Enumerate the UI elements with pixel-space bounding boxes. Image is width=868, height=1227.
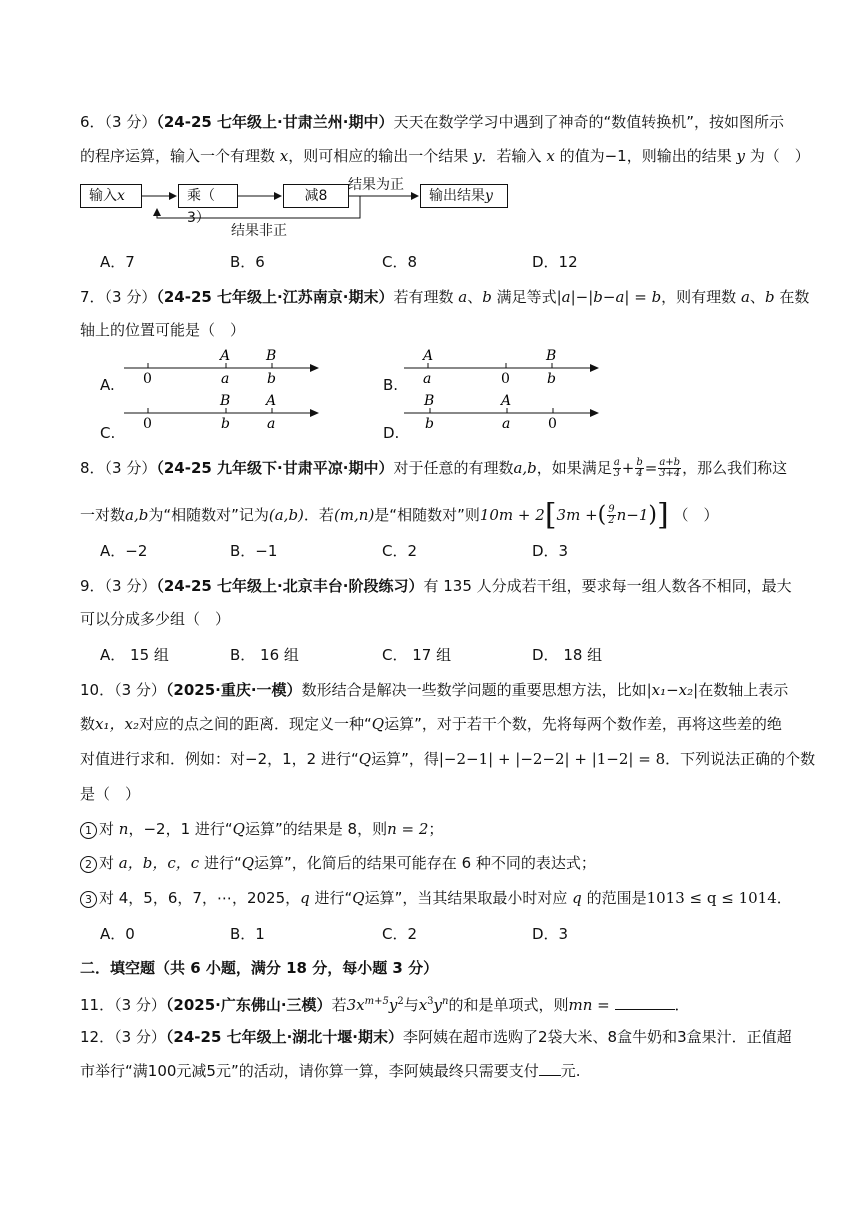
frac-ab-34: $\frac{a+b}{3+4}$ bbox=[659, 457, 681, 479]
nl-a-b: b bbox=[267, 371, 276, 387]
flow-multiply-box: 乘（ 3） bbox=[178, 184, 238, 208]
flow-positive-label: 结果为正 bbox=[348, 177, 404, 193]
nl-c-a: a bbox=[267, 416, 276, 432]
q8-option-a[interactable]: A．−2 bbox=[100, 542, 148, 560]
q9-option-c[interactable]: C． 17 组 bbox=[382, 646, 452, 664]
flow-subtract-box: 减8 bbox=[283, 184, 349, 208]
q6-option-c[interactable]: C．8 bbox=[382, 253, 418, 271]
q10-statement-2: 2 对 a，b，c，c 进行“Q运算”，化简后的结果可能存在 6 种不同的表达式； bbox=[80, 853, 596, 873]
q12-line1: 12．（3 分）（24-25 七年级上·湖北十堰·期末）李阿姨在超市选购了2袋大米、8盒牛奶和3盒果汁．正值超 bbox=[80, 1028, 792, 1046]
q7-line2: 轴上的位置可能是（ ） bbox=[80, 321, 246, 339]
q9-line2: 可以分成多少组（ ） bbox=[80, 610, 231, 628]
q9-option-d[interactable]: D． 18 组 bbox=[532, 646, 603, 664]
numberline-d bbox=[404, 393, 598, 432]
q7-number-lines bbox=[0, 0, 868, 460]
q10-line4: 是（ ） bbox=[80, 785, 141, 803]
nl-b-b: b bbox=[547, 371, 556, 387]
q10-line1: 10．（3 分）（2025·重庆·一模）数形结合是解决一些数学问题的重要思想方法，比如|x₁−x₂|在数轴上表示 bbox=[80, 681, 789, 699]
q8-option-b[interactable]: B．−1 bbox=[230, 542, 278, 560]
numberline-a bbox=[124, 348, 318, 387]
nl-a-A: A bbox=[220, 348, 231, 364]
q7-option-d-label[interactable]: D. bbox=[383, 424, 400, 442]
nl-a-B: B bbox=[266, 348, 277, 364]
numberline-c bbox=[124, 393, 318, 432]
frac-a-3: $\frac{a}{3}$ bbox=[613, 457, 620, 479]
nl-a-zero: 0 bbox=[143, 371, 152, 387]
q6-option-d[interactable]: D．12 bbox=[532, 253, 578, 271]
q9-option-b[interactable]: B． 16 组 bbox=[230, 646, 299, 664]
q12-line2: 市举行“满100元减5元”的活动，请你算一算，李阿姨最终只需要支付 元. bbox=[80, 1062, 581, 1080]
q6-line1: 6．（3 分）（24-25 七年级上·甘肃兰州·期中）天天在数学学习中遇到了神奇的“数值转换机”，按如图所示 bbox=[80, 113, 784, 131]
flow-nonpositive-label: 结果非正 bbox=[231, 223, 287, 239]
nl-b-B: B bbox=[546, 348, 557, 364]
q10-option-b[interactable]: B．1 bbox=[230, 925, 265, 943]
q10-option-a[interactable]: A．0 bbox=[100, 925, 135, 943]
q11-line1: 11．（3 分）（2025·广东佛山·三模）若$3x^{m+5}y^2$与$x^3y^n$的和是单项式，则mn = ． bbox=[80, 996, 690, 1014]
nl-d-a: a bbox=[502, 416, 511, 432]
nl-d-A: A bbox=[501, 393, 512, 409]
nl-a-a: a bbox=[221, 371, 230, 387]
q8-line2: 一对数a,b为“相随数对”记为(a,b)．若(m,n)是“相随数对”则10m + 2[3m +( $\frac{9}{2}$ n−1)] （ ） bbox=[80, 497, 719, 533]
q8-option-d[interactable]: D．3 bbox=[532, 542, 569, 560]
frac-9-2: $\frac{9}{2}$ bbox=[608, 504, 615, 526]
q10-line2: 数x₁，x₂对应的点之间的距离．现定义一种“Q运算”，对于若干个数，先将每两个数作差，再将这些差的绝 bbox=[80, 715, 782, 733]
q10-option-d[interactable]: D．3 bbox=[532, 925, 569, 943]
q10-statement-1: 1 对 n，−2，1 进行“Q运算”的结果是 8，则n = 2； bbox=[80, 819, 443, 839]
q12-answer-blank[interactable] bbox=[539, 1061, 561, 1076]
nl-d-zero: 0 bbox=[548, 416, 557, 432]
numberline-b bbox=[404, 348, 598, 387]
q10-option-c[interactable]: C．2 bbox=[382, 925, 418, 943]
nl-c-A: A bbox=[266, 393, 277, 409]
nl-d-B: B bbox=[424, 393, 435, 409]
nl-c-B: B bbox=[220, 393, 231, 409]
q8-option-c[interactable]: C．2 bbox=[382, 542, 418, 560]
q9-line1: 9．（3 分）（24-25 七年级上·北京丰台·阶段练习）有 135 人分成若干组，要求每一组人数各不相同，最大 bbox=[80, 577, 792, 595]
nl-c-zero: 0 bbox=[143, 416, 152, 432]
q6-line2: 的程序运算，输入一个有理数 x，则可相应的输出一个结果 y．若输入 x 的值为−1，则输出的结果 y 为（ ） bbox=[80, 147, 810, 165]
q8-line1: 8．（3 分）（24-25 九年级下·甘肃平凉·期中）对于任意的有理数a,b，如果满足 $\frac{a}{3}$ + $\frac{b}{4}$ = $\frac{a+b}{3+4}$ ，那么我们称这 bbox=[80, 457, 788, 479]
q7-option-a-label[interactable]: A. bbox=[100, 376, 115, 394]
q7-option-b-label[interactable]: B. bbox=[383, 376, 399, 394]
q10-line3: 对值进行求和．例如：对−2，1，2 进行“Q运算”，得|−2−1| + |−2−2| + |1−2| = 8．下列说法正确的个数 bbox=[80, 750, 816, 768]
q11-answer-blank[interactable] bbox=[615, 995, 675, 1010]
q7-line1: 7．（3 分）（24-25 七年级上·江苏南京·期末）若有理数 a、b 满足等式|a|−|b−a| = b，则有理数 a、b 在数 bbox=[80, 288, 810, 306]
section-fill-blank-title: 二．填空题（共 6 小题，满分 18 分，每小题 3 分） bbox=[80, 959, 439, 977]
flow-input-box: 输入x bbox=[80, 184, 142, 208]
q7-option-c-label[interactable]: C. bbox=[100, 424, 116, 442]
q10-statement-3: 3 对 4，5，6，7，⋯，2025，q 进行“Q运算”，当其结果取最小时对应 q 的范围是1013 ≤ q ≤ 1014． bbox=[80, 888, 792, 908]
nl-b-a: a bbox=[423, 371, 432, 387]
flow-output-box: 输出结果y bbox=[420, 184, 508, 208]
frac-b-4: $\frac{b}{4}$ bbox=[636, 457, 643, 479]
nl-c-b: b bbox=[221, 416, 230, 432]
nl-d-b: b bbox=[425, 416, 434, 432]
q9-option-a[interactable]: A． 15 组 bbox=[100, 646, 169, 664]
q6-option-a[interactable]: A．7 bbox=[100, 253, 135, 271]
nl-b-A: A bbox=[423, 348, 434, 364]
nl-b-zero: 0 bbox=[501, 371, 510, 387]
q6-option-b[interactable]: B．6 bbox=[230, 253, 265, 271]
